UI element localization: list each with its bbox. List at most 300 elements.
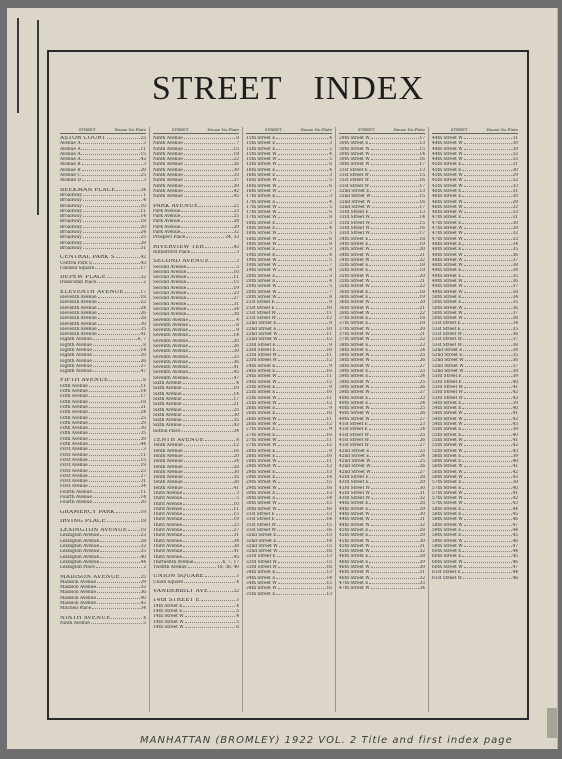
plate-number: 37	[512, 257, 518, 263]
street-name: Avenue A	[60, 146, 81, 152]
street-name: 24th Street W	[246, 379, 277, 385]
leader-dots	[463, 339, 511, 340]
street-name: 56th Street W	[432, 464, 463, 470]
plate-number: 33	[512, 183, 518, 189]
street-name: 36th Street W	[339, 305, 370, 311]
leader-dots	[277, 329, 325, 330]
leader-dots	[465, 371, 512, 372]
leader-dots	[372, 472, 419, 473]
street-name: 40th Street W	[339, 406, 370, 412]
street-name: 31st Street E	[246, 517, 275, 523]
street-name: 58th Street W	[432, 522, 463, 528]
plate-number: 10	[233, 386, 239, 392]
street-name: 34th Street E	[339, 241, 369, 247]
leader-dots	[184, 582, 235, 583]
leader-dots	[189, 335, 232, 336]
plate-number: 13	[326, 570, 332, 576]
street-name: 14th STREET E	[153, 598, 200, 604]
leader-dots	[89, 449, 143, 450]
street-name: 44th Street E	[339, 506, 369, 512]
plate-number: 47	[512, 522, 518, 528]
plate-number: 14	[326, 517, 332, 523]
plate-number: 27	[419, 416, 425, 422]
street-name: 51st Street W	[432, 342, 463, 348]
street-name: 51st Street W	[432, 337, 463, 343]
street-name: 46th Street W	[432, 199, 463, 205]
plate-number: 7	[236, 141, 239, 147]
street-name: 57th Street E	[432, 480, 462, 486]
street-name: Ninth Avenue	[153, 188, 183, 194]
street-name: Ninth Avenue	[153, 146, 183, 152]
leader-dots	[278, 355, 326, 356]
street-name: 19th Street E	[246, 252, 276, 258]
leader-dots	[277, 323, 328, 324]
leader-dots	[89, 486, 140, 487]
leader-dots	[276, 366, 328, 367]
leader-dots	[189, 372, 232, 373]
leader-dots	[371, 149, 419, 150]
leader-dots	[371, 360, 419, 361]
plate-number: 22	[140, 300, 146, 306]
plate-number: 24	[140, 410, 146, 416]
plate-number: 13	[326, 591, 332, 597]
plate-number: 24	[419, 453, 425, 459]
plate-number: 41	[512, 411, 518, 417]
plate-number: 34	[140, 606, 146, 612]
leader-dots	[371, 392, 419, 393]
street-name: 49th Street W	[432, 284, 463, 290]
street-name: Third Avenue	[153, 512, 183, 518]
street-name: 51st Street W	[432, 331, 463, 337]
plate-number: 15	[326, 580, 332, 586]
plate-number: 28	[233, 219, 239, 225]
plate-number: 30	[419, 565, 425, 571]
leader-dots	[96, 567, 142, 568]
street-name: 55th Street W	[432, 448, 463, 454]
plate-number: 35	[140, 549, 146, 555]
street-name: 50th Street W	[432, 316, 463, 322]
leader-dots	[183, 530, 232, 531]
street-name: Eleventh Avenue	[60, 300, 97, 306]
corner-stain	[547, 708, 557, 738]
leader-dots	[276, 519, 326, 520]
leader-dots	[89, 391, 140, 392]
leader-dots	[276, 228, 328, 229]
plate-number: 34	[512, 321, 518, 327]
plate-number: 43	[140, 601, 146, 607]
street-name: 55th Street W	[432, 443, 463, 449]
leader-dots	[369, 556, 418, 557]
plate-number: 11	[140, 146, 146, 152]
plate-number: 15	[140, 457, 146, 463]
plate-number: 23	[233, 291, 239, 297]
street-name: Ninth Avenue	[153, 157, 183, 163]
street-name: 60th Street E	[432, 549, 462, 555]
leader-dots	[276, 138, 328, 139]
street-name: 56th Street W	[432, 475, 463, 480]
street-name: Broadway	[60, 240, 82, 246]
plate-number: 15	[419, 194, 425, 200]
plate-number: 4	[329, 226, 332, 232]
plate-number: 24	[140, 230, 146, 236]
plate-number: 3	[143, 141, 146, 147]
plate-number: 23	[419, 369, 425, 375]
plate-number: 35	[140, 431, 146, 437]
street-name: 47th Street W	[432, 231, 463, 237]
plate-number: 18	[419, 316, 425, 322]
plate-number: 16	[326, 565, 332, 571]
leader-dots	[371, 217, 419, 218]
plate-number: 39	[512, 374, 518, 380]
plate-number: 37	[233, 178, 239, 184]
leader-dots	[278, 217, 329, 218]
leader-dots	[372, 202, 419, 203]
street-name: Rutherford Place	[153, 249, 191, 255]
leader-dots	[464, 143, 512, 144]
street-row	[246, 592, 332, 597]
street-name: Avenue C	[60, 173, 81, 179]
leader-dots	[187, 282, 232, 283]
street-name: 24th Street E	[246, 363, 276, 369]
street-name: Avenue B	[60, 167, 81, 173]
leader-dots	[277, 525, 325, 526]
leader-dots	[89, 386, 140, 387]
leader-dots	[464, 138, 512, 139]
leader-dots	[371, 286, 419, 287]
street-name: Seventh Avenue	[153, 375, 189, 381]
plate-number: 4	[236, 317, 239, 323]
leader-dots	[181, 227, 232, 228]
leader-dots	[371, 355, 419, 356]
street-name: 45th Street W	[432, 178, 463, 184]
leader-dots	[278, 583, 326, 584]
leader-dots	[183, 420, 233, 421]
street-name: 24th Street E	[246, 369, 276, 375]
leader-dots	[97, 582, 140, 583]
leader-dots	[371, 223, 419, 224]
street-name: 45th Street W	[432, 173, 463, 179]
plate-number: 3	[236, 574, 239, 580]
plate-number: 11	[140, 383, 146, 389]
plate-number: 42	[512, 469, 518, 475]
street-name: 21st Street E	[246, 305, 275, 311]
plate-number: 17	[419, 183, 425, 189]
plate-number: 27	[140, 473, 146, 479]
street-name: DEPEW PLACE	[60, 275, 107, 281]
street-name: 38th Street E	[339, 347, 369, 353]
plate-number: 31	[419, 517, 425, 523]
leader-dots	[278, 244, 329, 245]
leader-dots	[98, 302, 140, 303]
leader-dots	[276, 514, 326, 515]
plate-number: 14	[140, 214, 146, 220]
plate-number: 35	[233, 475, 239, 481]
street-name: 52nd Street E	[432, 347, 463, 353]
street-name: Third Avenue	[153, 496, 183, 502]
plate-number: 36	[140, 590, 146, 596]
street-name: Broadway	[60, 203, 82, 209]
leader-dots	[464, 413, 512, 414]
street-name: First Avenue	[60, 473, 88, 479]
leader-dots	[277, 541, 325, 542]
leader-dots	[278, 376, 326, 377]
street-name: Sutton Place	[153, 428, 181, 434]
street-name: 30th Street W	[246, 501, 277, 507]
leader-dots	[183, 415, 233, 416]
leader-dots	[370, 477, 419, 478]
plate-number: 25	[419, 406, 425, 412]
street-name: 33rd Street E	[339, 210, 369, 216]
plate-number: 29	[512, 199, 518, 205]
street-name: 40th Street E	[339, 400, 369, 406]
plate-number: 30	[512, 194, 518, 200]
leader-dots	[83, 216, 140, 217]
street-name: 23rd Street W	[246, 358, 277, 364]
plate-number: 31	[233, 533, 239, 539]
street-name: 21st Street W	[246, 310, 277, 316]
plate-number: 28	[140, 240, 146, 246]
leader-dots	[187, 277, 232, 278]
street-name: 40th Street E	[339, 395, 369, 401]
street-name: 29th Street W	[246, 485, 277, 491]
leader-dots	[464, 265, 512, 266]
leader-dots	[187, 314, 232, 315]
index-column	[429, 127, 521, 712]
plate-number: 34	[140, 484, 146, 490]
plate-number: 40	[140, 554, 146, 560]
leader-dots	[278, 212, 329, 213]
plate-number: 27	[419, 390, 425, 396]
leader-dots	[278, 191, 329, 192]
plate-number: 30	[233, 349, 239, 355]
index-columns	[57, 127, 521, 712]
plate-number: 17	[419, 231, 425, 237]
street-name: Seventh Avenue	[153, 322, 189, 328]
street-name: NINTH AVENUE	[60, 615, 111, 621]
leader-dots	[89, 428, 140, 429]
plate-number: 16	[419, 157, 425, 163]
plate-number: 41	[512, 464, 518, 470]
street-row	[339, 586, 425, 591]
street-name: 49th Street E	[432, 268, 462, 274]
street-name: 32nd Street W	[339, 199, 371, 205]
leader-dots	[278, 297, 329, 298]
leader-dots	[184, 170, 233, 171]
plate-number: 7	[329, 263, 332, 269]
leader-dots	[279, 551, 326, 552]
street-name: Lexington Avenue	[60, 559, 100, 565]
plate-number: 30	[140, 426, 146, 432]
leader-dots	[276, 308, 326, 309]
plate-number: 44	[512, 527, 518, 533]
leader-dots	[184, 186, 233, 187]
leader-dots	[183, 498, 235, 499]
street-name: 35th Street W	[339, 273, 370, 279]
street-name: 57th Street W	[432, 501, 463, 507]
plate-number: 14	[326, 575, 332, 581]
street-name: Sixth Avenue	[153, 381, 182, 387]
plate-number: 40	[512, 379, 518, 385]
street-name: 32nd Street W	[246, 543, 278, 549]
leader-dots	[89, 465, 140, 466]
street-name: Central Park S	[60, 260, 92, 266]
plate-number: 30	[140, 321, 146, 327]
street-name: 22nd Street W	[246, 331, 278, 337]
plate-number: 44	[140, 442, 146, 448]
street-name: Seventh Avenue	[153, 370, 189, 376]
plate-number: 16	[233, 448, 239, 454]
plate-number: 32	[233, 230, 239, 236]
plate-number: 43	[512, 475, 518, 480]
binding-line	[37, 20, 39, 215]
plate-number: 20	[419, 326, 425, 332]
leader-dots	[462, 488, 511, 489]
street-name: 56th Street E	[432, 453, 462, 459]
plate-number: 23	[419, 448, 425, 454]
plate-number: 22	[419, 257, 425, 263]
plate-number: 21	[419, 331, 425, 337]
street-name: Fifth Avenue	[60, 415, 88, 421]
plate-number: 10	[233, 269, 239, 275]
street-name: Ninth Avenue	[153, 136, 183, 141]
leader-dots	[371, 260, 419, 261]
leader-dots	[277, 530, 325, 531]
leader-dots	[462, 408, 511, 409]
plate-number: 47	[512, 565, 518, 571]
column-header	[432, 127, 518, 134]
plate-number: 11	[326, 416, 332, 422]
street-name: Park Avenue	[153, 224, 181, 230]
street-name: 37th Street E	[339, 321, 369, 327]
street-name: 46th Street W	[339, 570, 370, 576]
leader-dots	[277, 318, 325, 319]
street-name: Seventh Avenue	[153, 343, 189, 349]
leader-dots	[278, 503, 326, 504]
leader-dots	[183, 399, 233, 400]
street-name: 32nd Street E	[339, 188, 370, 194]
leader-dots	[184, 175, 233, 176]
street-name: Dunscomb Place	[60, 280, 97, 286]
street-name: Broadway	[60, 192, 82, 198]
leader-dots	[107, 521, 140, 522]
street-name: 29th Street W	[246, 480, 277, 486]
plate-number: 30	[419, 538, 425, 544]
plate-number: 14	[140, 389, 146, 395]
street-name: Ninth Avenue	[153, 141, 183, 147]
street-name: Ninth Avenue	[153, 183, 183, 189]
street-name: 29th Street E	[246, 469, 276, 475]
plate-number: 11	[326, 459, 332, 465]
leader-dots	[370, 191, 418, 192]
plate-number: 3	[143, 162, 146, 168]
plate-number: 9	[329, 363, 332, 369]
street-name: Avenue A	[60, 141, 81, 147]
leader-dots	[81, 154, 139, 155]
leader-dots	[463, 382, 512, 383]
plate-number: 5	[329, 257, 332, 263]
street-name: 28th Street W	[246, 464, 277, 470]
leader-dots	[276, 456, 325, 457]
leader-dots	[464, 440, 512, 441]
street-name: 38th Street W	[339, 363, 370, 369]
leader-dots	[183, 606, 235, 607]
plate-number: 45	[512, 533, 518, 539]
plate-number: 5	[236, 619, 239, 625]
street-name: 60th Street W	[432, 559, 463, 565]
leader-dots	[97, 282, 142, 283]
street-name: 43rd Street W	[339, 496, 370, 502]
plate-number: 29	[140, 579, 146, 585]
leader-dots	[93, 492, 140, 493]
street-name: 19th Street W	[246, 257, 277, 263]
leader-dots	[464, 212, 512, 213]
leader-dots	[278, 398, 326, 399]
plate-number: 4	[143, 615, 146, 621]
plate-number: 42	[512, 390, 518, 396]
leader-dots	[199, 206, 232, 207]
street-name: 34th Street W	[246, 586, 277, 592]
street-name: Fifth Avenue	[60, 436, 88, 442]
leader-dots	[188, 567, 216, 568]
street-name: Second Avenue	[153, 269, 187, 275]
street-name: TENTH AVENUE	[153, 438, 205, 444]
street-name: 50th Street E	[432, 294, 462, 300]
binding-mark	[17, 18, 37, 113]
street-name: Fifth Avenue	[60, 420, 88, 426]
leader-dots	[371, 334, 419, 335]
plate-number: 9	[236, 328, 239, 334]
leader-dots	[89, 423, 140, 424]
plate-number: 6	[329, 236, 332, 242]
plate-number: 36	[512, 331, 518, 337]
street-name: 49th Street W	[432, 289, 463, 295]
plate-number: 29	[419, 480, 425, 486]
plate-number: 31	[233, 301, 239, 307]
plate-number: 16	[326, 506, 332, 512]
plate-number: 29	[419, 506, 425, 512]
street-name: 53rd Street E	[432, 374, 462, 380]
leader-dots	[89, 418, 140, 419]
plate-number: 34	[233, 538, 239, 544]
column-header-street: STREET	[171, 127, 189, 132]
plate-number: 46	[512, 538, 518, 544]
plate-number: 24	[419, 427, 425, 433]
street-name: 30th Street E	[246, 496, 276, 502]
street-name: Chelsea Square	[60, 265, 95, 271]
plate-number: 15	[419, 173, 425, 179]
plate-number: 3	[143, 447, 146, 453]
leader-dots	[371, 281, 419, 282]
leader-dots	[279, 334, 326, 335]
street-name: Fourth Avenue	[60, 489, 92, 495]
street-name: 35th Street E	[339, 268, 369, 274]
plate-number: 5	[329, 204, 332, 210]
plate-number: 8	[329, 215, 332, 221]
leader-dots	[371, 525, 419, 526]
street-name: 50th Street W	[432, 310, 463, 316]
plate-number: 27	[419, 469, 425, 475]
leader-dots	[97, 592, 140, 593]
leader-dots	[187, 267, 235, 268]
plate-number: 29	[419, 533, 425, 539]
street-name: 43rd Street E	[339, 480, 369, 486]
street-name: 45th Street W	[432, 183, 463, 189]
plate-number: 6	[236, 322, 239, 328]
street-name: IRVING PLACE	[60, 518, 106, 524]
leader-dots	[107, 277, 140, 278]
plate-number: 5	[329, 284, 332, 290]
street-name: 21st Street W	[246, 316, 277, 322]
